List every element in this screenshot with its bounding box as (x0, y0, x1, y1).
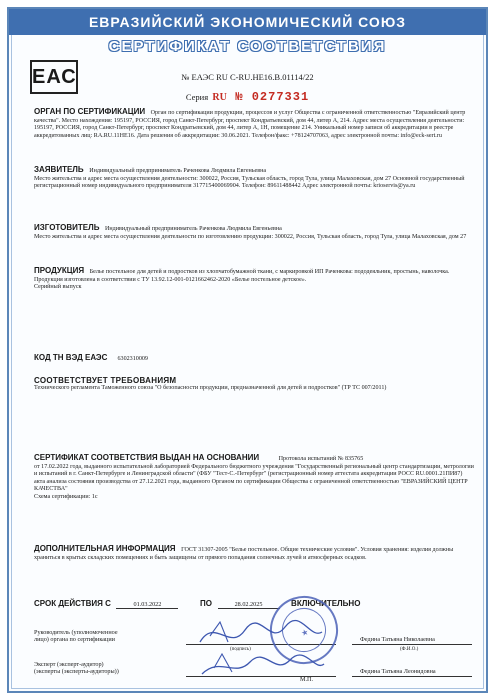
requirements-heading: СООТВЕТСТВУЕТ ТРЕБОВАНИЯМ (34, 376, 177, 385)
expert-label-line-1: Эксперт (эксперт-аудитор) (34, 661, 104, 668)
validity-row (34, 600, 474, 609)
applicant-section (34, 166, 474, 191)
applicant-text: Место жительства и адрес места осуществления деятельности: 300022, Россия, Тульская область, город Тула, улица Малаховская, дом 27 Основной государственный регистрационный номер индивидуального предпринимателя 317715400069904. Телефон: 89611488442 Адрес электронной почты: krioservis@ya.ru (34, 175, 465, 190)
additional-heading: ДОПОЛНИТЕЛЬНАЯ ИНФОРМАЦИЯ (34, 544, 176, 553)
requirements-section (34, 377, 474, 392)
series-number: № 0277331 (235, 90, 310, 104)
manufacturer-text: Место жительства и адрес места осуществления деятельности по изготовлению продукции: 300022, Россия, Тульская область, город Тула, улица Малаховская, дом 27 (34, 233, 467, 240)
head-label (34, 629, 174, 644)
union-banner: ЕВРАЗИЙСКИЙ ЭКОНОМИЧЕСКИЙ СОЮЗ (9, 9, 486, 35)
seal-mark: М.П. (300, 676, 314, 683)
validity-from-label: СРОК ДЕЙСТВИЯ С (34, 599, 111, 608)
signature-scribbles (190, 612, 330, 686)
series-code: RU (212, 92, 227, 103)
basis-protocol: Протокола испытаний № 835765 (278, 456, 364, 462)
additional-section (34, 545, 474, 562)
applicant-heading: ЗАЯВИТЕЛЬ (34, 165, 84, 174)
organ-heading: ОРГАН ПО СЕРТИФИКАЦИИ (34, 107, 146, 116)
certificate-title: СЕРТИФИКАТ СООТВЕТСТВИЯ (108, 38, 387, 55)
eac-logo: ЕАС (30, 60, 78, 94)
head-label-line-2: лицо) органа по сертификации (34, 636, 115, 644)
validity-to-date: 28.02.2025 (218, 601, 280, 609)
manufacturer-heading: ИЗГОТОВИТЕЛЬ (34, 223, 100, 232)
head-name-line (352, 644, 472, 645)
code-value: 6302310009 (117, 356, 148, 362)
product-heading: ПРОДУКЦИЯ (34, 266, 85, 275)
head-label-line-1: Руководитель (уполномоченное (34, 629, 118, 636)
basis-section (34, 454, 474, 502)
product-serial: Серийный выпуск (34, 284, 82, 291)
basis-text: от 17.02.2022 года, выданного испытательной лабораторией Федерального бюджетного учреждения "Государственный региональный центр стандартизации, метрологии и испытаний в г. Санкт-Петербурге и Ленинградской области" (ФБУ "Тест-С.-Петербург" (регистрационный номер аттестата аккредитации РОСС RU.0001.21ПИ87) акта анализа состояния производства от 27.12.2021 года, выданного Органом по сертификации Общества с ограниченной ответственностью "ЕВРАЗИЙСКИЙ ЦЕНТР КАЧЕСТВА" (34, 463, 474, 493)
stamp-inner: ★ (276, 602, 331, 657)
manufacturer-section (34, 224, 474, 241)
product-section (34, 267, 474, 292)
organ-text: Орган по сертификации продукции, процессов и услуг Общества с ограниченной ответственностью "Евразийский центр качества". Место нахождения: 195197, РОССИЯ, город Санкт-Петербург, проспект Кондратьевский, дом 44, литер А, 214. Адрес места осуществления деятельности: 195197, РОССИЯ, город Санкт-Петербург, проспект Кондратьевский, дом 44, литер А, 1Н, помещение 214. Уникальный номер записи об аккредитации в реестре аккредитованных лиц: RA.RU.11НЕ16. Дата решения об аккредитации: 30.06.2021. Телефон/факс: +78124707063, адрес электронной почты: info@eck-sert.ru (34, 110, 466, 139)
validity-from-date: 01.03.2022 (116, 601, 178, 609)
basis-scheme: Схема сертификации: 1с (34, 493, 98, 500)
head-name-hint: (Ф.И.О.) (400, 647, 419, 652)
requirements-text: Технического регламента Таможенного союза "О безопасности продукции, предназначенной для детей и подростков" (ТР ТС 007/2011) (34, 384, 387, 391)
head-signature-hint: (подпись) (230, 647, 251, 652)
series-line (0, 90, 495, 104)
organ-section (34, 108, 474, 140)
product-text: Белье постельное для детей и подростков из хлопчатобумажной ткани, с маркировкой ИП Раченкова: пододеяльник, простынь, наволочка. Продукция изготовлена в соответствии с ТУ 13.92.12-001-0121662462-2020 «Белье постельное детское». (34, 269, 450, 283)
registration-number: № ЕАЭС RU С-RU.НЕ16.В.01114/22 (181, 72, 314, 82)
basis-heading: СЕРТИФИКАТ СООТВЕТСТВИЯ ВЫДАН НА ОСНОВАНИИ (34, 453, 260, 462)
manufacturer-name: Индивидуальный предприниматель Раченкова Людмила Евгеньевна (104, 226, 282, 232)
head-name: Федина Татьяна Николаевна (360, 636, 435, 643)
expert-label (34, 661, 174, 676)
expert-name-line (352, 676, 472, 677)
code-section (34, 354, 474, 364)
expert-label-line-2: (эксперты (эксперты-аудиторы)) (34, 668, 119, 676)
code-heading: КОД ТН ВЭД ЕАЭС (34, 353, 108, 362)
validity-inclusive: ВКЛЮЧИТЕЛЬНО (291, 599, 361, 608)
additional-text: ГОСТ 31307-2005 "Белье постельное. Общие технические условия". Условия хранения: изделия должны храниться в крытых складских помещениях и быть защищены от прямого попадания солнечных лучей и атмосферных осадков. (34, 547, 454, 561)
validity-to-label: ПО (199, 599, 212, 608)
applicant-name: Индивидуальный предприниматель Раченкова Людмила Евгеньевна (89, 168, 267, 174)
series-label: Серия (185, 92, 209, 102)
expert-name: Федина Татьяна Леонидовна (360, 668, 436, 675)
